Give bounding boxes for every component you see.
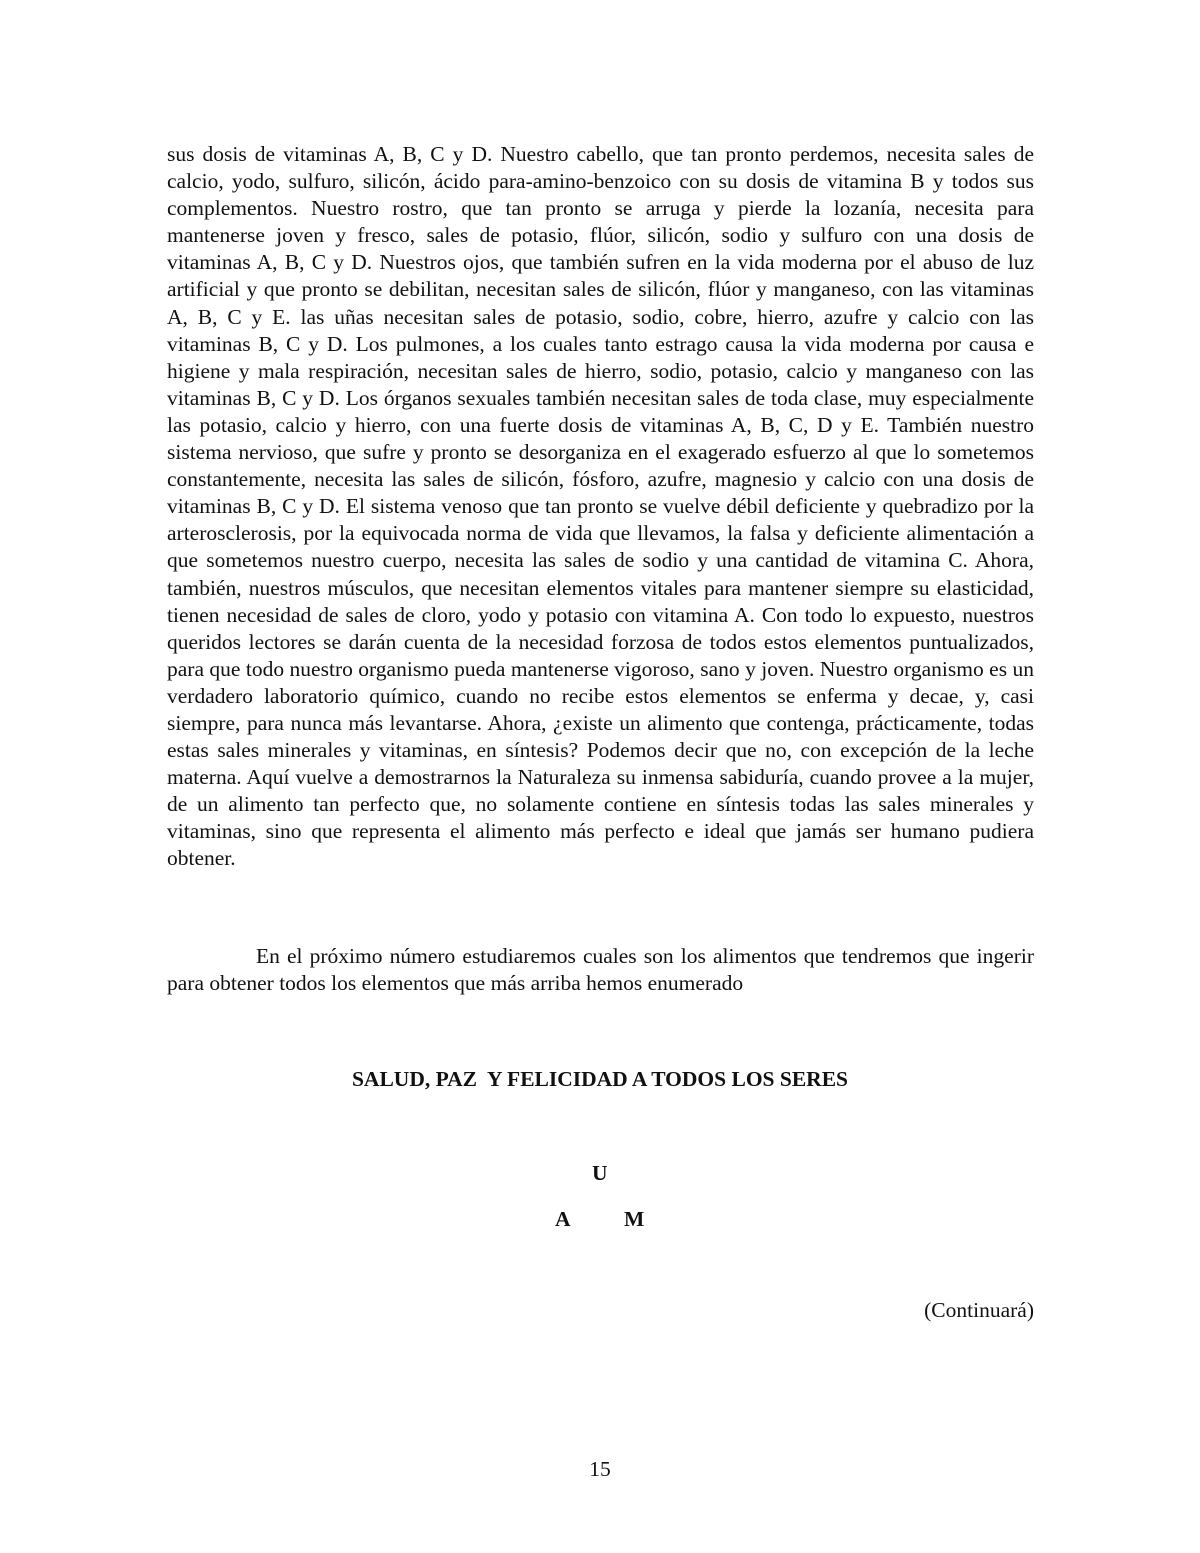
signature-letter-u: U: [592, 1161, 608, 1185]
body-paragraph-text: sus dosis de vitaminas A, B, C y D. Nuestro cabello, que tan pronto perdemos, necesita sales de calcio, yodo, sulfuro, silicón, ácido para-amino-benzoico con su dosis de vitamina B y todos sus complementos. Nuestro rostro, que tan pronto se arruga y pierde la lozanía, necesita para mantenerse joven y fresco, sales de potasio, flúor, silicón, sodio y sulfuro con una dosis de vitaminas A, B, C y D. Nuestros ojos, que también sufren en la vida moderna por el abuso de luz artificial y que pronto se debilitan, necesitan sales de silicón, flúor y manganeso, con las vitaminas A, B, C y E. las uñas necesitan sales de potasio, sodio, cobre, hierro, azufre y calcio con las vitaminas B, C y D. Los pulmones, a los cuales tanto estrago causa la vida moderna por causa e higiene y mala respiración, necesitan sales de hierro, sodio, potasio, calcio y manganeso con las vitaminas B, C y D. Los órganos sexuales también necesitan sales de toda clase, muy especialmente las potasio, calcio y hierro, con una fuerte dosis de vitaminas A, B, C, D y E. También nuestro sistema nervioso, que sufre y pronto se desorganiza en el exagerado esfuerzo al que lo sometemos constantemente, necesita las sales de silicón, fósforo, azufre, magnesio y calcio con una dosis de vitaminas B, C y D. El sistema venoso que tan pronto se vuelve débil deficiente y quebradizo por la arterosclerosis, por la equivocada norma de vida que llevamos, la falsa y deficiente alimentación a que sometemos nuestro cuerpo, necesita las sales de sodio y una cantidad de vitamina C. Ahora, también, nuestros músculos, que necesitan elementos vitales para mantener siempre su elasticidad, tienen necesidad de sales de cloro, yodo y potasio con vitamina A. Con todo lo expuesto, nuestros queridos lectores se darán cuenta de la necesidad forzosa de todos estos elementos puntualizados, para que todo nuestro organismo pueda mantenerse vigoroso, sano y joven. Nuestro organismo es un verdadero laboratorio químico, cuando no recibe estos elementos se enferma y decae, y, casi siempre, para nunca más levantarse. Ahora, ¿existe un alimento que contenga, prácticamente, todas estas sales minerales y vitaminas, en síntesis? Podemos decir que no, con excepción de la leche materna. Aquí vuelve a demostrarnos la Naturaleza su inmensa sabiduría, cuando provee a la mujer, de un alimento tan perfecto que, no solamente contiene en síntesis todas las sales minerales y vitaminas, sino que representa el alimento más perfecto e ideal que jamás ser humano pudiera obtener.: [167, 142, 1034, 871]
signature-letter-m: M: [624, 1207, 645, 1231]
continuation-note: (Continuará): [924, 1298, 1034, 1322]
signature-letter-a: A: [555, 1207, 571, 1231]
motto-heading: SALUD, PAZ Y FELICIDAD A TODOS LOS SERES: [351, 1067, 849, 1091]
closing-paragraph: En el próximo número estudiaremos cuales son los alimentos que tendremos que ingerir para obtener todos los elementos que más arriba hemos enumerado: [167, 944, 1034, 996]
body-paragraph: [167, 141, 1034, 873]
page-number: 15: [589, 1457, 611, 1481]
